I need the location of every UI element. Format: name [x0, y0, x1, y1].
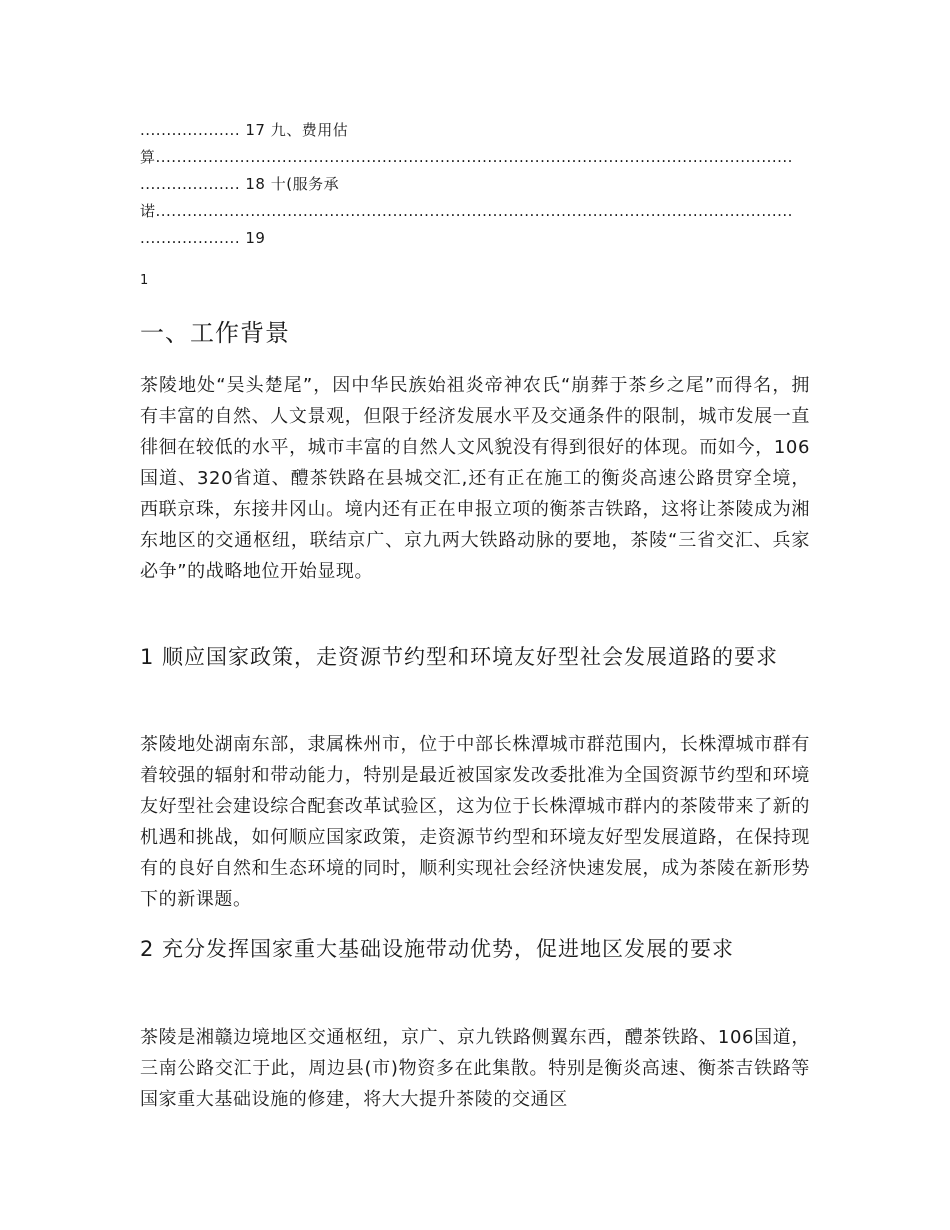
toc-line[interactable]: ................... 17 九、费用估 [140, 121, 349, 139]
toc-line[interactable]: ................... 18 十(服务承 [140, 175, 340, 193]
intro-paragraph: 茶陵地处“吴头楚尾”，因中华民族始祖炎帝神农氏“崩葬于茶乡之尾”而得名，拥有丰富的自然、人文景观，但限于经济发展水平及交通条件的限制，城市发展一直徘徊在较低的水平，城市丰富的自然人文风貌没有得到很好的体现。而如今，106国道、320省道、醴茶铁路在县城交汇,还有正在施工的衡炎高速公路贯穿全境，西联京珠，东接井冈山。境内还有正在申报立项的衡茶吉铁路，这将让茶陵成为湘东地区的交通枢纽，联结京广、京九两大铁路动脉的要地，茶陵“三省交汇、兵家必争”的战略地位开始显现。 [140, 375, 810, 582]
page-number: 1 [140, 273, 149, 288]
toc-line[interactable]: 算......................................................................................................................... [140, 148, 793, 166]
subsection-1-paragraph: 茶陵地处湖南东部，隶属株州市，位于中部长株潭城市群范围内，长株潭城市群有着较强的辐射和带动能力，特别是最近被国家发改委批准为全国资源节约型和环境友好型社会建设综合配套改革试验区，这为位于长株潭城市群内的茶陵带来了新的机遇和挑战，如何顺应国家政策，走资源节约型和环境友好型发展道路，在保持现有的良好自然和生态环境的同时，顺利实现社会经济快速发展，成为茶陵在新形势下的新课题。 [140, 734, 810, 910]
subsection-heading-2: 2 充分发挥国家重大基础设施带动优势，促进地区发展的要求 [140, 937, 735, 961]
section-heading: 一、工作背景 [140, 319, 290, 347]
toc-line[interactable]: 诺......................................................................................................................... [140, 202, 793, 220]
subsection-2-paragraph: 茶陵是湘赣边境地区交通枢纽，京广、京九铁路侧翼东西，醴茶铁路、106国道，三南公路交汇于此，周边县(市)物资多在此集散。特别是衡炎高速、衡茶吉铁路等国家重大基础设施的修建，将大大提升茶陵的交通区 [140, 1027, 810, 1110]
table-of-contents [140, 117, 810, 252]
subsection-heading-1: 1 顺应国家政策，走资源节约型和环境友好型社会发展道路的要求 [140, 645, 779, 669]
toc-line[interactable]: ................... 19 [140, 229, 266, 247]
